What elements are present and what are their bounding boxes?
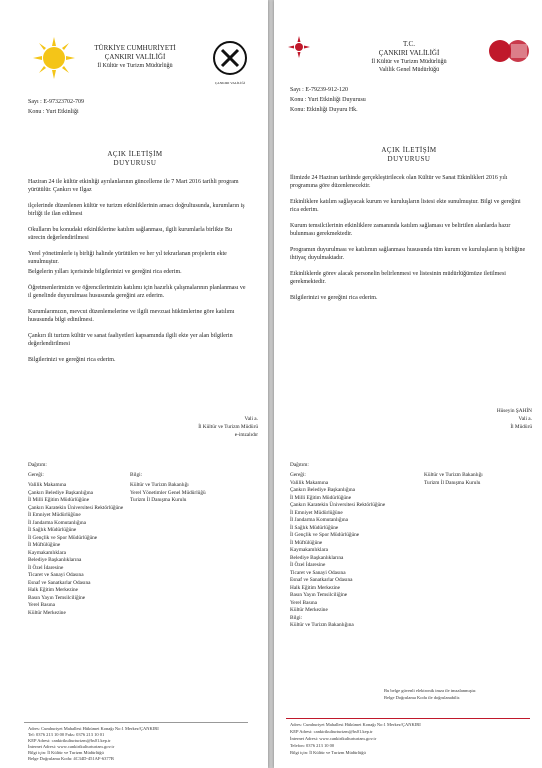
paragraph-7: Kurumlarımızın, mevcut düzenlemelerine ve ilgili mevzuat hükümlerine göre katılımı hususunda bilgi edinilmesi. [28,309,235,323]
header-line-1: T.C. [403,40,415,48]
dagitim-item: İl Milli Eğitim Müdürlüğüne [28,497,90,503]
dagitim-item: İl Gençlik ve Spor Müdürlüğüne [28,534,98,541]
dagitim-item: Çankırı Karatekin Üniversitesi Rektörlüğüne [28,504,124,511]
bilgi-label: Bilgi: [130,472,143,478]
paragraph-2: ilçelerinde düzenlenen kültür ve turizm etkinliklerinin amacı doğrultusunda, kurumların iş birliği ile ilan edilmesi [28,203,245,217]
signature-title-1: İl Kültür ve Turizm Müdürü [198,424,258,430]
dagitim-item: Basın Yayın Temsilciliğine [290,592,348,598]
signature-title-2: İl Müdürü [510,424,532,430]
footer-phone: Telefon: 0376 213 10 00 [290,743,335,748]
dagitim-item: Yerel Yönetimler Genel Müdürlüğü [130,489,206,496]
dagitim-list-gereği [28,482,128,617]
footer-code: Belge Doğrulama Kodu: 4C34D-451AF-6377B [28,756,114,761]
dagitim-item: Valilik Makamına [28,482,67,488]
sayi-line: Sayı : E-79239-912-120 [290,87,348,93]
paragraph-5: Belgelerin yılları içerisinde bilgilerinizi ve gereğini rica ederim. [28,269,182,275]
footer-web: İnternet Adresi: www.cankirikulturturizm.gov.tr [290,736,377,741]
dagitim-item: Turizm İl Danışma Kurulu [424,479,481,486]
ministry-logo-icon [212,40,248,76]
dagitim-item: Valilik Makamına [290,479,329,486]
dagitim-item: Kültür ve Turizm Bakanlığı [130,482,189,488]
logo-caption: ÇANKIRI VALİLİĞİ [214,81,246,85]
dagitim-item: Bilgi: [290,614,303,621]
footer-note-1: Bu belge güvenli elektronik imza ile imzalanmıştır. [384,688,477,693]
footer-kep: KEP Adresi: cankirikulturturizm@hs01.kep.tr [290,729,373,734]
paragraph-5: Etkinliklerde görev alacak personelin belirlenmesi ve listesinin müdürlüğümüze iletilmesi gerekmektedir. [290,271,506,285]
dagitim-item: İl Sağlık Müdürlüğüne [290,524,339,531]
dagitim-item: Basın Yayın Temsilciliğine [28,594,86,601]
dagitim-item: Belediye Başkanlıklarına [28,557,82,563]
dagitim-item: Kültür ve Turizm Bakanlığına [290,622,354,628]
dagitim-item: Kültür Merkezine [290,607,328,613]
footer-divider [24,722,248,723]
paragraph-1: İlimizde 24 Haziran tarihinde gerçekleştirilecek olan Kültür ve Sanat Etkinlikleri 2016 yılı programına göre düzenlenecektir. [290,175,508,189]
dagitim-item: Esnaf ve Sanatkarlar Odasına [28,579,91,586]
to-line: Konu: Etkinliği Duyuru Hk. [290,107,358,113]
dagitim-item: Çankırı Belediye Başkanlığına [290,487,356,493]
paragraph-3: Okulların bu konudaki etkinliklerine katılım sağlanması, ilgili kurumlarla birlikte Bu sürecin değerlendirilmesi [28,227,232,241]
dagitim-label: Dağıtım: [290,462,309,468]
footer-note-2: Belge Doğrulama Kodu ile doğrulanabilir. [384,695,461,700]
dagitim-item: İl Gençlik ve Spor Müdürlüğüne [290,532,360,538]
gereği-label: Gereği: [28,472,44,478]
konu-line: Konu : Yurt Etkinliği [28,109,79,115]
signature-name: Vali a. [244,416,258,422]
paragraph-2: Etkinliklere katılım sağlayacak kurum ve kuruluşların listesi ekte sunulmuştur. Bilgi ve gereğini rica ederim. [290,199,521,213]
dagitim-item: İl Özel İdaresine [28,564,64,571]
dagitim-item: Halk Eğitim Merkezine [28,587,79,593]
header-line-3: İl Kültür ve Turizm Müdürlüğü [97,63,173,69]
header-line-4: Valilik Genel Müdürlüğü [378,67,440,73]
paragraph-4: Programın duyurulması ve katılımın sağlanması hususunda tüm kurum ve kuruluşların iş birliğine ihtiyaç duyulmaktadır. [290,247,526,261]
paragraph-6: Öğretmenlerimizin ve öğrencilerimizin katılımı için hazırlık çalışmalarının planlanması ve il genelinde duyurulması hususunda gereğini arz ederim. [28,285,246,299]
footer-divider [286,718,530,719]
dagitim-item: Belediye Başkanlıklarına [290,554,344,561]
dagitim-item: Gereği: [290,472,306,478]
konu-line: Konu : Yurt Etkinliği Duyurusu [290,97,366,103]
dagitim-item: İl Emniyet Müdürlüğüne [28,512,81,518]
header-line-1: TÜRKİYE CUMHURİYETİ [94,44,176,52]
paragraph-4: Yerel yönetimlerle iş birliği halinde yürütülen ve her yıl tekrarlanan projelerin ekte sunulmuştur. [28,251,227,265]
dagitim-item: İl Emniyet Müdürlüğüne [290,509,343,516]
dagitim-item: İl Müftülüğüne [28,542,61,548]
dagitim-item: Kaymakamlıklara [290,547,328,553]
paragraph-8: Çankırı ili turizm kültür ve sanat faaliyetleri kapsamında ilgili ekte yer alan bilgilerin değerlendirilmesi [28,333,233,347]
header-line-2: ÇANKIRI VALİLİĞİ [378,49,440,57]
footer-web: İnternet Adresi: www.cankirikulturturizm.gov.tr [28,744,115,749]
footer-bilgi: Bilgi için: İl Kültür ve Turizm Müdürlüğü [28,750,104,755]
signature-name: Hüseyin ŞAHİN [496,408,532,414]
sayi-line: Sayı : E-97323702-709 [28,99,84,105]
dagitim-item: İl Özel İdaresine [290,562,326,568]
dagitim-list [290,472,410,630]
dagitim-list-right [424,472,534,487]
dagitim-item: İl Milli Eğitim Müdürlüğüne [290,494,352,501]
document-page-right [274,0,542,768]
header-line-3: İl Kültür ve Turizm Müdürlüğü [371,59,447,65]
emblem-icon [288,36,310,58]
dagitim-item: Kaymakamlıklara [28,549,66,556]
signature-title-1: Vali a. [518,416,532,422]
dagitim-item: Yerel Basına [28,602,55,608]
sun-logo-icon [32,36,76,80]
dagitim-list-bilgi [130,482,240,505]
header-line-2: ÇANKIRI VALİLİĞİ [104,53,166,61]
footer-bilgi: Bilgi için: İl Kültür ve Turizm Müdürlüğü [290,750,366,755]
footer-address: Adres: Cumhuriyet Mahallesi Hükümet Konağı No:1 Merkez/ÇANKIRI [28,726,159,731]
dagitim-item: Yerel Basına [290,599,317,606]
dagitim-item: İl Müftülüğüne [290,539,323,546]
dagitim-item: Esnaf ve Sanatkarlar Odasına [290,577,353,583]
dagitim-item: Çankırı Karatekin Üniversitesi Rektörlüğüne [290,502,386,508]
footer-address: Adres: Cumhuriyet Mahallesi Hükümet Konağı No:1 Merkez/ÇANKIRI [290,722,421,727]
dagitim-item: Çankırı Belediye Başkanlığına [28,489,94,496]
dagitim-item: Kültür ve Turizm Bakanlığı [424,472,483,478]
doc-title-line1: AÇIK İLETİŞİM [381,146,437,154]
dagitim-item: Ticaret ve Sanayi Odasına [290,569,346,576]
dagitim-item: Turizm İl Danışma Kurulu [130,497,187,503]
doc-title-line2: DUYURUSU [113,159,157,167]
dagitim-item: İl Jandarma Komutanlığına [28,519,86,526]
dagitim-label: Dağıtım: [28,462,47,468]
doc-title-line1: AÇIK İLETİŞİM [107,150,163,158]
dagitim-item: Halk Eğitim Merkezine [290,584,341,591]
footer-phone: Tel: 0376 213 10 00 Faks: 0376 213 10 01 [28,732,105,737]
paragraph-3: Kurum temsilcilerinin etkinliklere zamanında katılım sağlaması ve belirtilen alanlarda hazır bulunması gerekmektedir. [290,223,511,237]
dagitim-item: Ticaret ve Sanayi Odasına [28,572,84,578]
footer-kep: KEP Adresi: cankirikulturturizm@hs01.kep.tr [28,738,111,743]
paragraph-6: Bilgilerinizi ve gereğini rica ederim. [290,295,378,301]
document-page-left [0,0,268,768]
doc-title-line2: DUYURUSU [387,155,431,163]
dagitim-item: İl Sağlık Müdürlüğüne [28,527,77,533]
dagitim-item: Kültür Merkezine [28,609,66,616]
paragraph-1: Haziran 24 ile kültür etkinliği ayrılanlarının güncelleme ile 7 Mart 2016 tarihli program yürütülür. Çankırı ve Ilgaz [28,179,239,193]
paragraph-9: Bilgilerinizi ve gereğini rica ederim. [28,357,116,363]
signature-title-2: e-imzalıdır [234,432,258,438]
dagitim-item: İl Jandarma Komutanlığına [290,517,348,523]
brand-logo-icon [488,36,532,66]
